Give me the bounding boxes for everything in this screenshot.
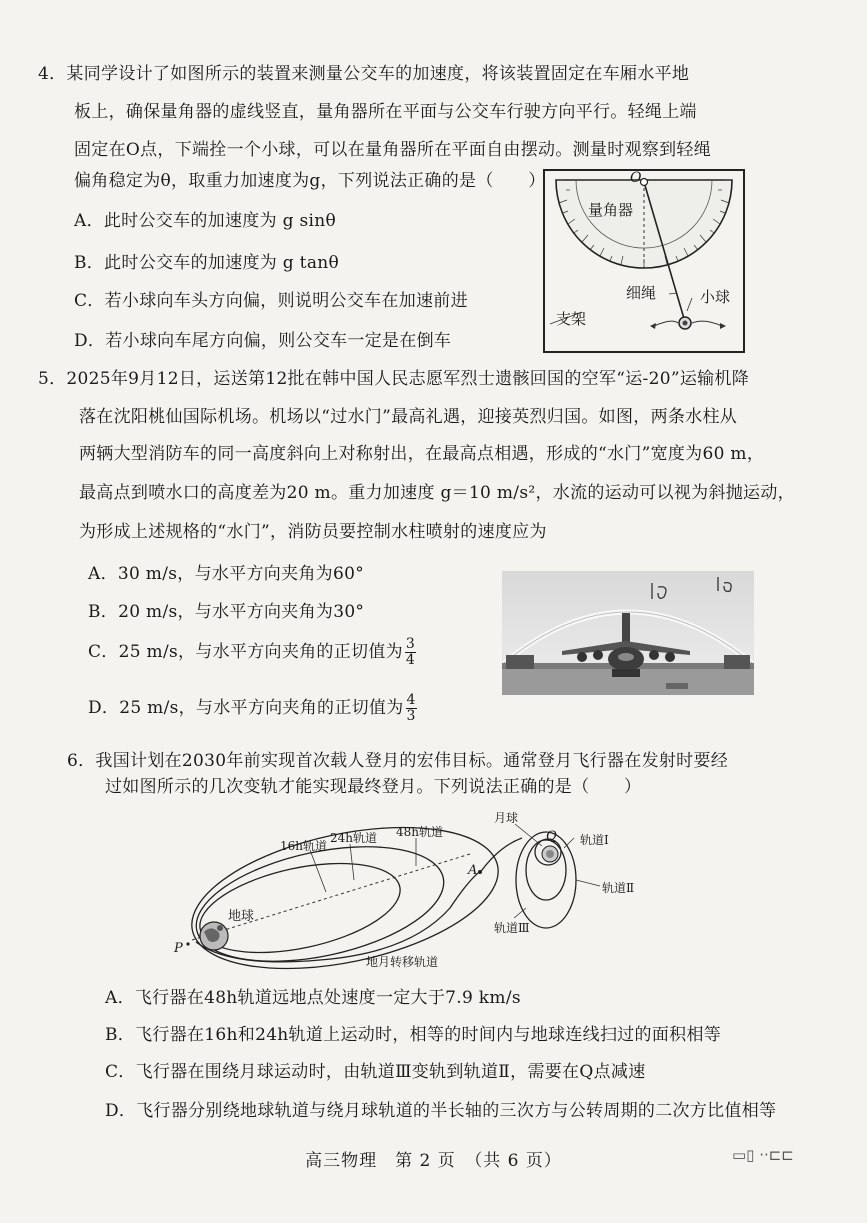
q4-option-a: A．此时公交车的加速度为 g sinθ: [74, 211, 337, 231]
q6-option-a: A．飞行器在48h轨道远地点处速度一定大于7.9 km/s: [105, 988, 521, 1008]
q5-stem-line-5: 为形成上述规格的“水门”，消防员要控制水柱喷射的速度应为: [79, 522, 547, 542]
q4-stem-line-2: 板上，确保量角器的虚线竖直，量角器所在平面与公交车行驶方向平行。轻绳上端: [74, 102, 697, 122]
q4-option-b: B．此时公交车的加速度为 g tanθ: [74, 253, 340, 273]
q5-stem-line-1: 5．2025年9月12日，运送第12批在韩中国人民志愿军烈士遗骸回国的空军“运-20”运输机降: [38, 369, 750, 389]
protractor-accelerometer-figure: [542, 168, 748, 356]
orbit-48h-label: 48h轨道: [396, 825, 443, 839]
q4-option-d: D．若小球向车尾方向偏，则公交车一定是在倒车: [74, 331, 452, 351]
q5-stem-line-2: 落在沈阳桃仙国际机场。机场以“过水门”最高礼遇，迎接英烈归国。如图，两条水柱从: [79, 407, 738, 427]
q4-stem-line-1: 4．某同学设计了如图所示的装置来测量公交车的加速度，将该装置固定在车厢水平地: [38, 64, 690, 84]
page-footer: 高三物理 第 2 页 （共 6 页）: [305, 1151, 562, 1171]
q5-stem-line-4: 最高点到喷水口的高度差为20 m。重力加速度 g＝10 m/s²，水流的运动可以视为斜抛运动，: [79, 483, 795, 503]
orbit-16h-label: 16h轨道: [280, 839, 327, 853]
orbit-3-label: 轨道Ⅲ: [494, 921, 530, 935]
q5-option-c-fraction: $\frac{3}{4}$: [405, 636, 416, 668]
q6-stem-line-2: 过如图所示的几次变轨才能实现最终登月。下列说法正确的是（ ）: [105, 777, 642, 797]
ball-label: 小球: [700, 288, 731, 306]
protractor-label: 量角器: [588, 201, 634, 219]
q6-stem-line-1: 6．我国计划在2030年前实现首次载人登月的宏伟目标。通常登月飞行器在发射时要经: [67, 751, 729, 771]
q5-option-a: A．30 m/s，与水平方向夹角为60°: [88, 564, 365, 584]
orbit-1-label: 轨道Ⅰ: [580, 833, 609, 847]
watermark-logo: ▭▯ ··⊏⊏: [732, 1146, 794, 1164]
point-q-label: Q: [546, 829, 557, 844]
q4-option-c: C．若小球向车头方向偏，则说明公交车在加速前进: [74, 291, 468, 311]
point-a-label: A: [468, 863, 478, 878]
q5-option-c-text: C．25 m/s，与水平方向夹角的正切值为: [88, 642, 403, 662]
q5-option-d-text: D．25 m/s，与水平方向夹角的正切值为: [88, 698, 404, 718]
q4-stem-line-3: 固定在O点，下端拴一个小球，可以在量角器所在平面自由摆动。测量时观察到轻绳: [74, 140, 712, 160]
q4-stem-line-4: 偏角稳定为θ，取重力加速度为g，下列说法正确的是（ ）: [74, 171, 546, 191]
water-gate-photo: [502, 571, 754, 695]
q5-stem-line-3: 两辆大型消防车的同一高度斜向上对称射出，在最高点相遇，形成的“水门”宽度为60 m，: [79, 444, 765, 464]
q5-option-b: B．20 m/s，与水平方向夹角为30°: [88, 602, 365, 622]
moon-label: 月球: [494, 811, 519, 825]
transfer-orbit-label: 地月转移轨道: [366, 955, 439, 969]
orbit-2-label: 轨道Ⅱ: [602, 881, 635, 895]
q5-option-d: [88, 693, 417, 724]
earth-label: 地球: [228, 909, 255, 924]
orbit-24h-label: 24h轨道: [330, 831, 377, 845]
earth-moon-orbit-diagram: [170, 808, 640, 978]
point-p-label: P: [174, 941, 183, 956]
point-o-label: O: [630, 170, 642, 186]
stand-label: 支架: [556, 310, 587, 328]
q6-option-d: D．飞行器分别绕地球轨道与绕月球轨道的半长轴的三次方与公转周期的二次方比值相等: [105, 1101, 777, 1121]
q6-option-c: C．飞行器在围绕月球运动时，由轨道Ⅲ变轨到轨道Ⅱ，需要在Q点减速: [105, 1062, 646, 1082]
q6-option-b: B．飞行器在16h和24h轨道上运动时，相等的时间内与地球连线扫过的面积相等: [105, 1025, 722, 1045]
q5-option-c: [88, 637, 416, 668]
q5-option-d-fraction: $\frac{4}{3}$: [406, 692, 416, 724]
rope-label: 细绳: [626, 284, 657, 302]
